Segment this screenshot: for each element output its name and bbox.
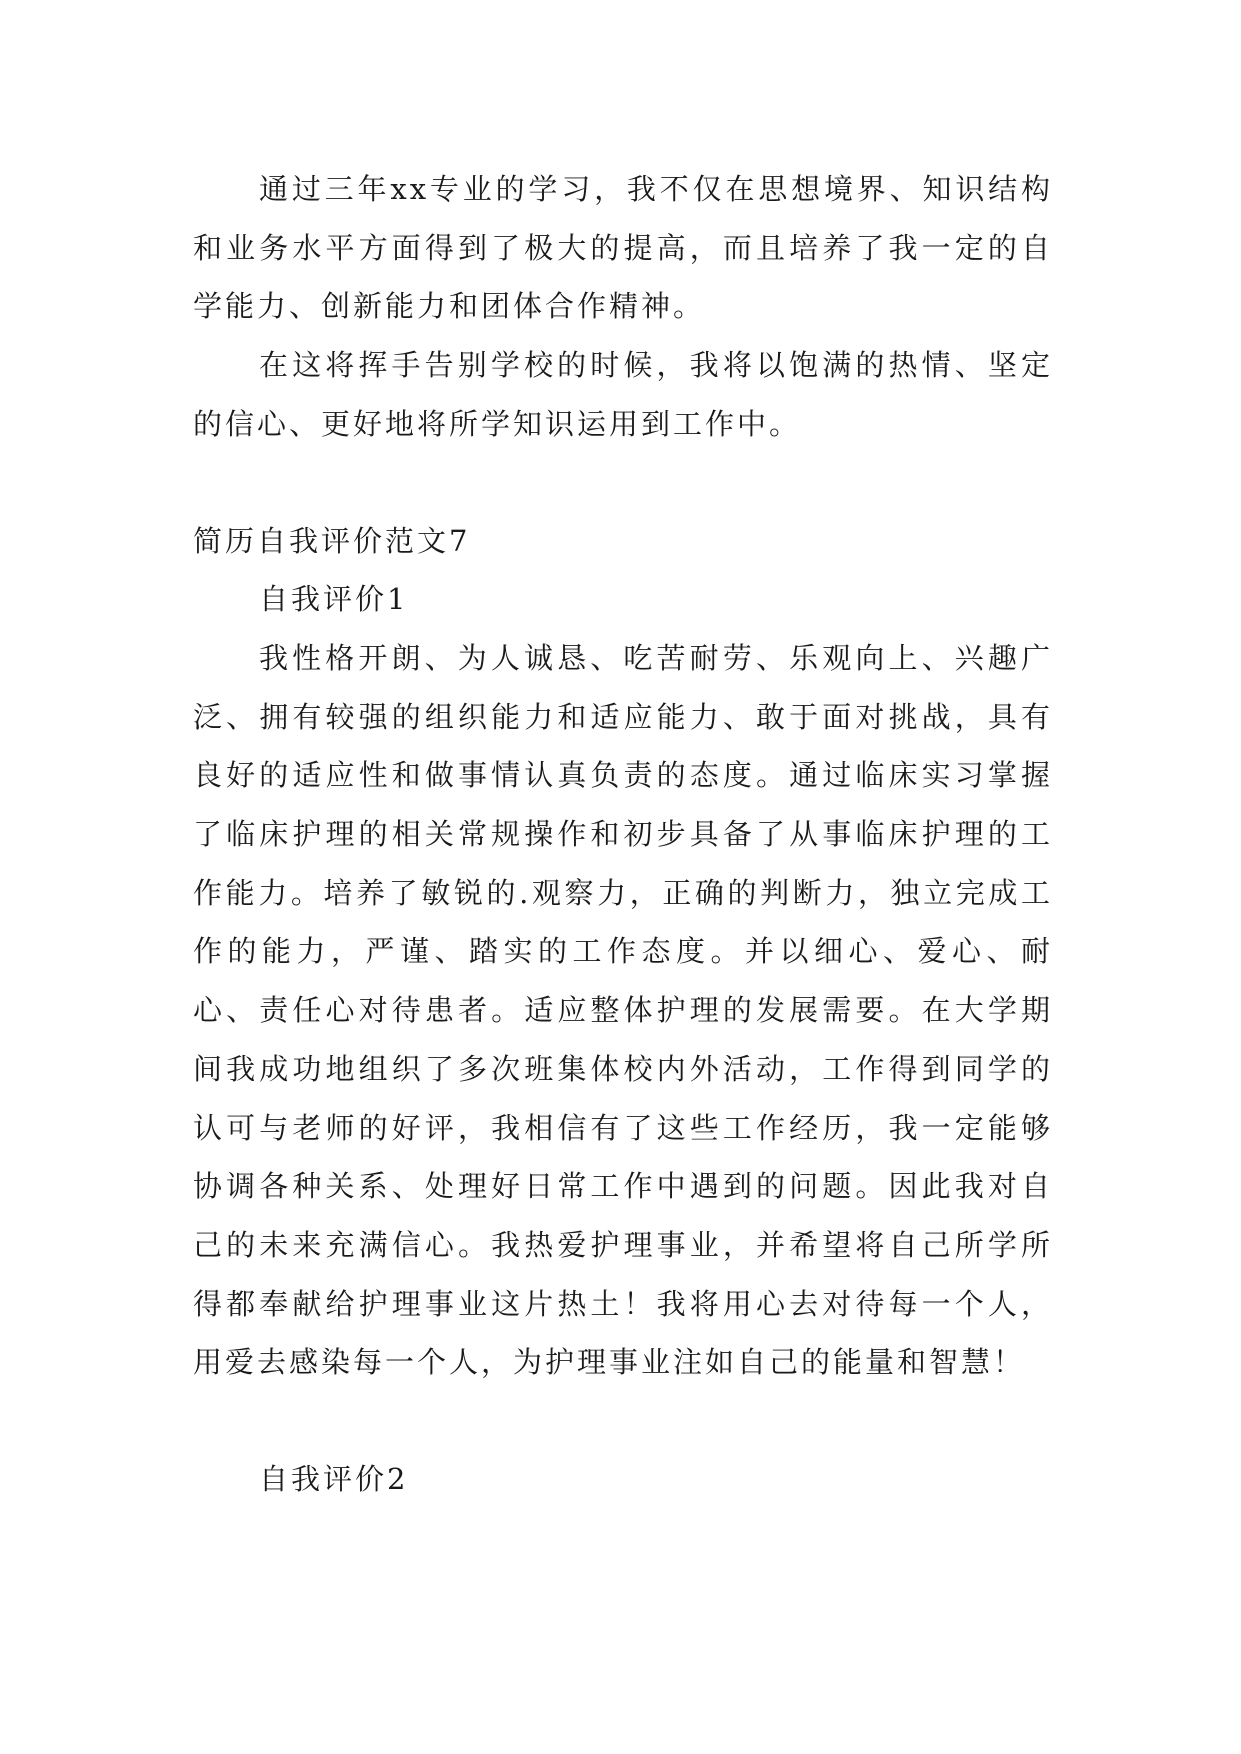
evaluation-1-title: 自我评价1: [259, 582, 409, 617]
section-title: 简历自我评价范文7: [193, 523, 471, 558]
intro-paragraph-2: 在这将挥手告别学校的时候，我将以饱满的热情、坚定的信心、更好地将所学知识运用到工作中。: [193, 348, 1053, 441]
intro-paragraph-1: 通过三年xx专业的学习，我不仅在思想境界、知识结构和业务水平方面得到了极大的提高，而且培养了我一定的自学能力、创新能力和团体合作精神。: [193, 172, 1053, 324]
evaluation-2-title: 自我评价2: [259, 1462, 409, 1497]
document-body: [193, 160, 1053, 1509]
evaluation-1-body: 我性格开朗、为人诚恳、吃苦耐劳、乐观向上、兴趣广泛、拥有较强的组织能力和适应能力、敢于面对挑战，具有良好的适应性和做事情认真负责的态度。通过临床实习掌握了临床护理的相关常规操作和初步具备了从事临床护理的工作能力。培养了敏锐的.观察力，正确的判断力，独立完成工作的能力，严谨、踏实的工作态度。并以细心、爱心、耐心、责任心对待患者。适应整体护理的发展需要。在大学期间我成功地组织了多次班集体校内外活动，工作得到同学的认可与老师的好评，我相信有了这些工作经历，我一定能够协调各种关系、处理好日常工作中遇到的问题。因此我对自己的未来充满信心。我热爱护理事业，并希望将自己所学所得都奉献给护理事业这片热土！我将用心去对待每一个人，用爱去感染每一个人，为护理事业注如自己的能量和智慧！: [193, 640, 1053, 1380]
